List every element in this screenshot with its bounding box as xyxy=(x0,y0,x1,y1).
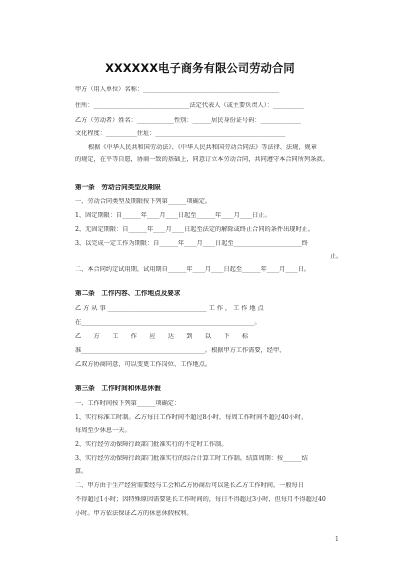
section-3-overtime-line-1: 二、甲方由于生产经营需要经与工会和乙方协商后可以延长乙方工作时间，一般每日 xyxy=(75,482,304,489)
section-2-location-line: 在________________________________________________________。 xyxy=(75,319,261,326)
section-1-fixed-term: 1、固定期限：自______年____月____日起至______年____月____日止。 xyxy=(75,212,271,219)
section-3-comprehensive-hours: 3、实行经劳动保障行政部门批准实行的综合计算工时工作制。结算周期：按______结 xyxy=(75,455,308,462)
section-3-standard-hours: 1、实行标准工时制。乙方每日工作时间不超过8小时，每周工作时间不超过40小时， xyxy=(75,414,308,421)
section-3-flexible-hours: 2、实行经劳动保障行政部门批准实行的不定时工作制。 xyxy=(75,441,228,448)
section-2-job-line: 乙 方 从 事 ________________________________ 工 作 ， 工 作 地 点 xyxy=(75,305,264,312)
section-3-heading: 第三条 工作时间和休息休假 xyxy=(75,385,161,392)
section-1-clause-1: 一、劳动合同类型及期限按下列第______项确定。 xyxy=(75,198,212,205)
section-2-standard-detail: 准________________________________________。根据甲方工作需要，经甲、 xyxy=(75,347,286,354)
section-1-task-term-end: 止。 xyxy=(330,253,343,260)
party-b-name-line: 乙方（劳动者）姓名：____________性别：______居民身份证号码：_____________ xyxy=(75,117,301,124)
intro-paragraph-line-2: 的规定，在平等自愿，协商一致的基础上，同意订立本劳动合同，共同遵守本合同所列条款。 xyxy=(75,156,329,163)
section-2-change-note: 乙双方协商同意，可以变更工作岗位、工作地点。 xyxy=(75,361,212,368)
intro-paragraph-line-1: 根据《中华人民共和国劳动法》、《中华人民共和国劳动合同法》等法律、法规、规章 xyxy=(88,144,317,151)
party-b-education-line: 文化程度：__________住址：__________________________________________ xyxy=(75,130,286,137)
section-3-clause-1: 一、工作时间按下列第______项确定： xyxy=(75,400,181,407)
section-1-probation: 二、本合同约定试用期，试用期自______年____月____日起至______年____月____日。 xyxy=(75,266,311,273)
page-number: 1 xyxy=(335,536,339,543)
section-3-overtime-line-3: 小时。甲方依法保证乙方的休息休假权利。 xyxy=(75,510,193,517)
party-a-address-line: 住所：_______________________________法定代表人（或主要负责人）：__________ xyxy=(75,102,304,109)
section-1-task-term: 3、以完成一定工作为期限：自______年____月____日起至______________________终 xyxy=(75,240,308,247)
section-2-heading: 第二条 工作内容、工作地点及要求 xyxy=(75,290,181,297)
section-3-overtime-line-2: 不得超过1小时；因特殊原因需要延长工作时间的，每日不得超过3小时，但每月不得超过40 xyxy=(75,496,326,503)
document-title: XXXXXX电子商务有限公司劳动合同 xyxy=(105,62,295,75)
section-2-standard-line: 乙 方 工 作 应 达 到 以 下 标 xyxy=(75,333,249,340)
section-3-standard-hours-cont: 每周至少休息一天。 xyxy=(75,427,131,434)
party-a-name-line: 甲方（用人单位）名称：____________________________________________ xyxy=(75,86,280,93)
section-1-open-term: 2、无固定期限：自______年____月____日起至法定的解除或终止合同的条件出现时止。 xyxy=(75,226,315,233)
section-1-heading: 第一条 劳动合同类型及期限 xyxy=(75,184,161,191)
section-3-comprehensive-hours-end: 算。 xyxy=(75,468,88,475)
